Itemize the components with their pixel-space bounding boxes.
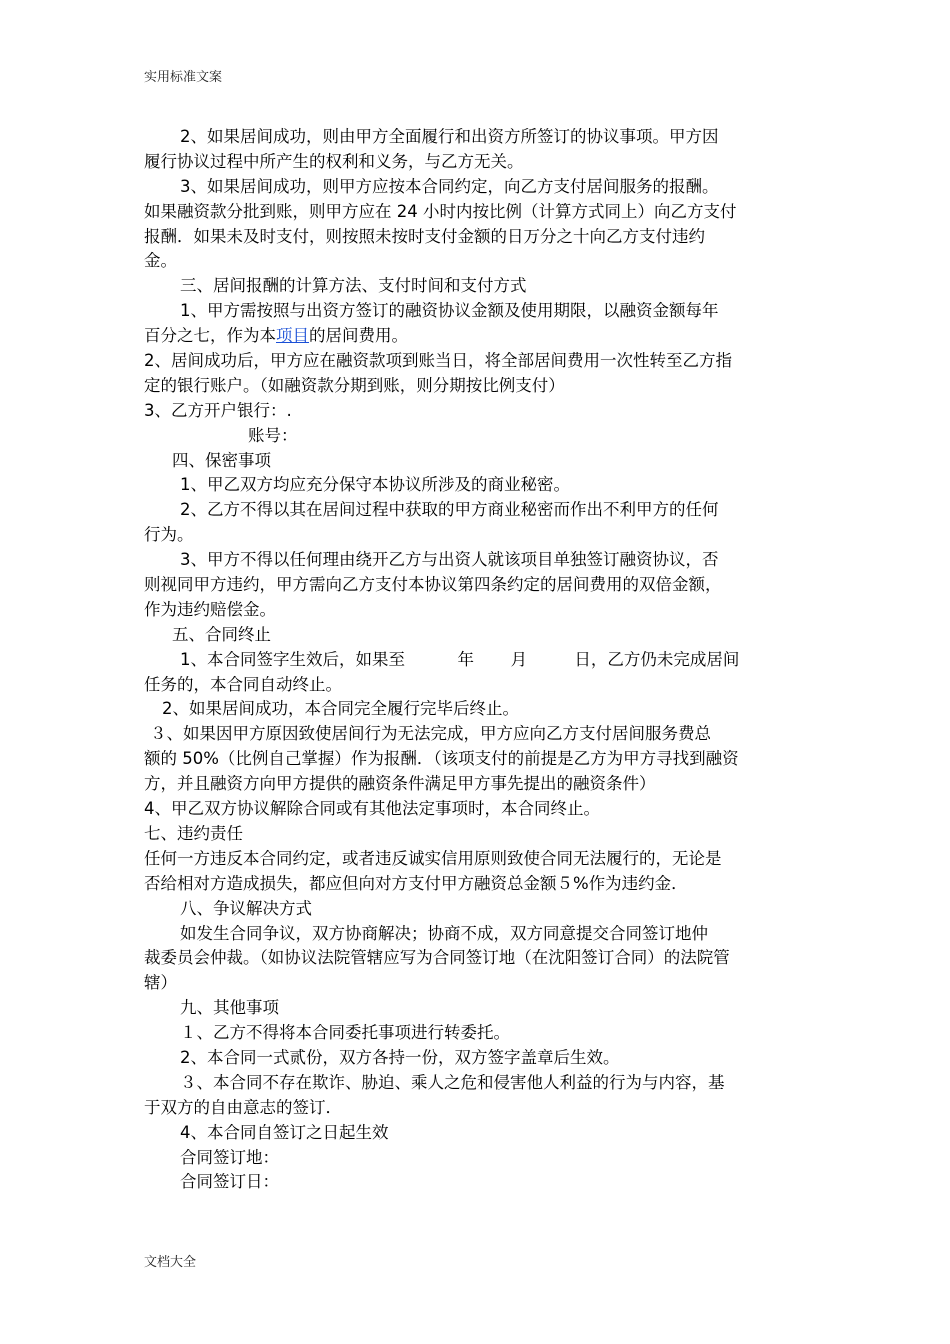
line-text: ３、本合同不存在欺诈、胁迫、乘人之危和侵害他人利益的行为与内容，基 (180, 1072, 725, 1092)
line-text: 1、甲乙双方均应充分保守本协议所涉及的商业秘密。 (180, 475, 570, 495)
text-line (144, 623, 812, 648)
text-line (144, 498, 812, 523)
line-text: 八、争议解决方式 (180, 898, 312, 918)
text-line (144, 922, 812, 947)
text-line (144, 996, 812, 1021)
line-text: 合同签订日： (180, 1172, 279, 1192)
text-line (144, 324, 812, 349)
text-line (144, 299, 812, 324)
text-line (144, 872, 812, 897)
line-text: 2、居间成功后，甲方应在融资款项到账当日，将全部居间费用一次性转至乙方指 (144, 351, 732, 371)
text-line (144, 150, 812, 175)
text-line (144, 772, 812, 797)
text-line (144, 946, 812, 971)
text-line (144, 1046, 812, 1071)
line-text: 三、居间报酬的计算方法、支付时间和支付方式 (180, 276, 527, 296)
text-line (144, 797, 812, 822)
text-line (144, 598, 812, 623)
line-text: 行为。 (144, 525, 194, 545)
text-line (144, 523, 812, 548)
line-text: 定的银行账户。（如融资款分期到账，则分期按比例支付） (144, 375, 565, 395)
line-text: 任务的，本合同自动终止。 (144, 674, 342, 694)
line-text: 1、本合同签字生效后，如果至 年 月 日，乙方仍未完成居间 (180, 649, 740, 669)
text-line (144, 1146, 812, 1171)
line-text: 2、如果居间成功，则由甲方全面履行和出资方所签订的协议事项。甲方因 (180, 127, 719, 146)
page-header: 实用标准文案 (144, 70, 223, 85)
line-text: 任何一方违反本合同约定，或者违反诚实信用原则致使合同无法履行的，无论是 (144, 848, 722, 868)
document-body (144, 125, 812, 1195)
text-line (144, 722, 812, 747)
line-text: 九、其他事项 (180, 998, 279, 1018)
line-text: 作为违约赔偿金。 (144, 599, 276, 619)
text-line (144, 573, 812, 598)
text-line (144, 274, 812, 299)
text-line (144, 125, 812, 150)
line-text: 五、合同终止 (172, 624, 271, 644)
line-text: 于双方的自由意志的签订． (144, 1097, 342, 1117)
text-line (144, 225, 812, 250)
line-text: 履行协议过程中所产生的权利和义务，与乙方无关。 (144, 151, 524, 171)
text-line (144, 847, 812, 872)
line-text: 3、乙方开户银行：. (144, 400, 292, 420)
text-line (144, 349, 812, 374)
text-line (144, 697, 812, 722)
line-text: 百分之七，作为本 (144, 326, 276, 346)
text-line (144, 1071, 812, 1096)
line-text: 2、本合同一式贰份，双方各持一份，双方签字盖章后生效。 (180, 1047, 620, 1067)
line-text: 3、甲方不得以任何理由绕开乙方与出资人就该项目单独签订融资协议，否 (180, 550, 719, 570)
line-text: ３、如果因甲方原因致使居间行为无法完成，甲方应向乙方支付居间服务费总 (150, 724, 711, 744)
text-line (144, 449, 812, 474)
text-line (144, 200, 812, 225)
text-line (144, 897, 812, 922)
line-text: 3、如果居间成功，则甲方应按本合同约定，向乙方支付居间服务的报酬。 (180, 176, 719, 196)
text-line (144, 648, 812, 673)
line-text: 四、保密事项 (172, 450, 271, 470)
project-link[interactable]: 项目 (276, 326, 309, 346)
text-line (144, 548, 812, 573)
text-line (144, 399, 812, 424)
text-line (144, 1021, 812, 1046)
text-line (144, 971, 812, 996)
line-text: 方，并且融资方向甲方提供的融资条件满足甲方事先提出的融资条件） (144, 774, 656, 794)
text-line (144, 822, 812, 847)
line-text: １、乙方不得将本合同委托事项进行转委托。 (180, 1023, 510, 1043)
line-text-after: 的居间费用。 (309, 326, 408, 346)
line-text: 辖） (144, 973, 177, 993)
line-text: 报酬．如果未及时支付，则按照未按时支付金额的日万分之十向乙方支付违约 (144, 226, 705, 246)
line-text: 额的 50%（比例自己掌握）作为报酬．（该项支付的前提是乙方为甲方寻找到融资 (144, 749, 739, 769)
text-line (144, 374, 812, 399)
line-text: 金。 (144, 251, 177, 271)
line-text: 如发生合同争议，双方协商解决；协商不成，双方同意提交合同签订地仲 (180, 923, 708, 943)
page-footer: 文档大全 (144, 1255, 197, 1270)
line-text: 七、违约责任 (144, 823, 243, 843)
text-line (144, 249, 812, 274)
text-line (144, 747, 812, 772)
line-text: 4、本合同自签订之日起生效 (180, 1122, 389, 1142)
text-line (144, 673, 812, 698)
line-text: 合同签订地： (180, 1147, 279, 1167)
text-line (144, 175, 812, 200)
text-line (144, 1170, 812, 1195)
text-line (144, 1096, 812, 1121)
text-line (144, 1121, 812, 1146)
line-text: 1、甲方需按照与出资方签订的融资协议金额及使用期限，以融资金额每年 (180, 301, 719, 321)
line-text: 4、甲乙双方协议解除合同或有其他法定事项时，本合同终止。 (144, 799, 600, 819)
line-text: 如果融资款分批到账，则甲方应在 24 小时内按比例（计算方式同上）向乙方支付 (144, 201, 737, 221)
text-line (144, 473, 812, 498)
line-text: 账号： (248, 425, 298, 445)
text-line (144, 424, 812, 449)
line-text: 则视同甲方违约，甲方需向乙方支付本协议第四条约定的居间费用的双倍金额， (144, 575, 722, 595)
line-text: 2、乙方不得以其在居间过程中获取的甲方商业秘密而作出不利甲方的任何 (180, 500, 719, 520)
line-text: 裁委员会仲裁。（如协议法院管辖应写为合同签订地（在沈阳签订合同）的法院管 (144, 948, 730, 968)
line-text: 2、如果居间成功，本合同完全履行完毕后终止。 (162, 699, 519, 719)
line-text: 否给相对方造成损失，都应但向对方支付甲方融资总金额５%作为违约金． (144, 873, 688, 893)
